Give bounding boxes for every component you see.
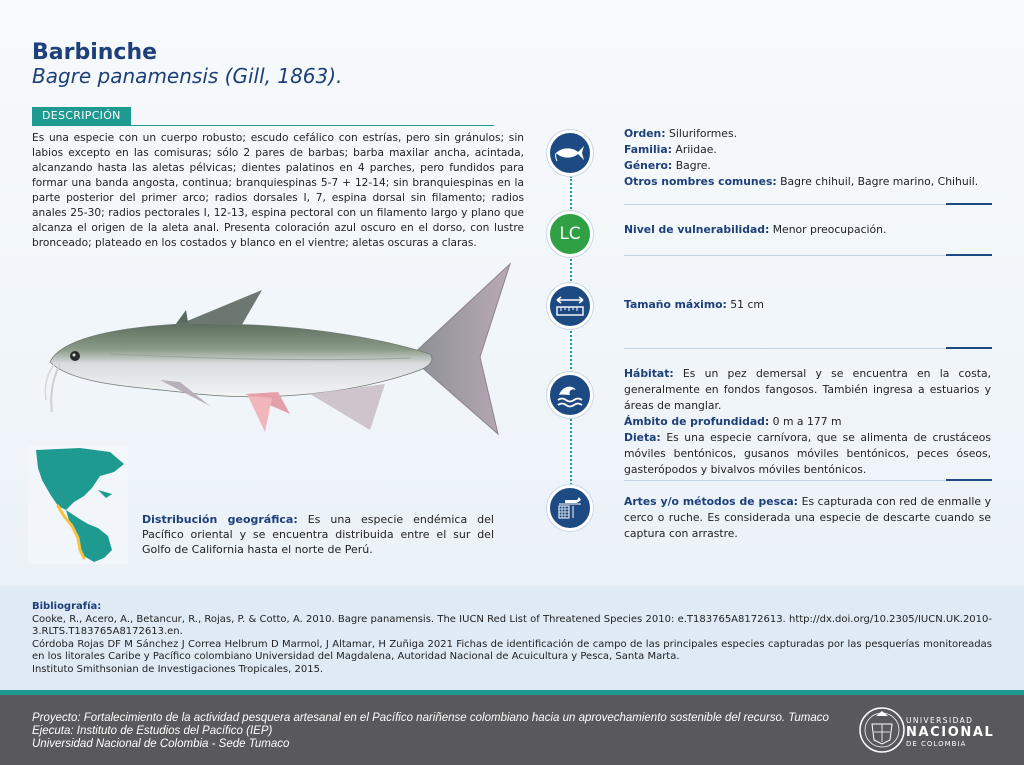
vulnerability-label: Nivel de vulnerabilidad:	[624, 223, 770, 236]
separator	[624, 480, 992, 481]
family-value: Ariidae.	[672, 143, 717, 156]
description-tag: DESCRIPCIÓN	[32, 107, 131, 125]
genus-value: Bagre.	[672, 159, 711, 172]
distribution-value: Es una especie endémica del Pacífico oriental y se encuentra distribuida entre el sur del Golfo de California hasta el norte de Perú.	[142, 513, 494, 556]
size-value: 51 cm	[726, 298, 764, 311]
separator	[624, 348, 992, 349]
distribution-text	[142, 512, 494, 557]
distribution-map	[28, 446, 128, 564]
taxonomy-block	[624, 126, 991, 190]
description-divider	[32, 125, 494, 126]
logo-line-3: DE COLOMBIA	[906, 740, 967, 748]
fishing-value: Es capturada con red de enmalle y cerco o ruche. Es considerada una especie de descarte cuando se captura con arrastre.	[624, 495, 991, 540]
other-names-label: Otros nombres comunes:	[624, 175, 777, 188]
fish-icon	[547, 130, 593, 176]
species-common-name: Barbinche	[32, 40, 158, 65]
species-scientific-name: Bagre panamensis (Gill, 1863).	[32, 64, 343, 88]
description-text: Es una especie con un cuerpo robusto; escudo cefálico con estrías, pero sin gránulos; sin labios excepto en las comisuras; sólo 2 pares de barbas; barba maxilar ancha, acintada, alcanzando hasta las aletas pélvicas; dientes palatinos en 4 parches, pero fundidos para formar una banda angosta, continua; branquiespinas 5-7 + 12-14; sin branquiespinas en la parte posterior del primer arco; radios dorsales I, 7, espina dorsal sin filamento; radios anales 25-30; radios pectorales I, 12-13, espina pectoral con un filamento largo y plano que alcanza el origen de la aleta anal. Presenta coloración azul oscuro en el dorso, con lustre bronceado; plateado en los costados y blanco en el vientre; aletas oscuras a claras.	[32, 132, 524, 249]
footer-executor: Ejecuta: Instituto de Estudios del Pacífico (IEP)	[32, 725, 273, 737]
order-value: Siluriformes.	[665, 127, 738, 140]
size-label: Tamaño máximo:	[624, 298, 727, 311]
habitat-value: Es un pez demersal y se encuentra en la costa, generalmente en fondos fangosos. También ingresa a estuarios y áreas de manglar.	[624, 367, 991, 412]
fish-illustration	[40, 262, 520, 462]
university-logo-text	[906, 716, 994, 748]
depth-value: 0 m a 177 m	[769, 415, 842, 428]
size-block	[624, 297, 991, 313]
bibliography-ref: Cooke, R., Acero, A., Betancur, R., Rojas, P. & Cotto, A. 2010. Bagre panamensis. The IUCN Red List of Threatened Species 2010: e.T183765A8172613. http://dx.doi.org/10.2305/IUCN.UK.2010-3.RLTS.T183765A8172613.en.	[32, 613, 992, 638]
fishing-block	[624, 494, 991, 542]
ruler-icon	[547, 283, 593, 329]
waves-icon	[547, 372, 593, 418]
bibliography-title: Bibliografía:	[32, 601, 102, 612]
bibliography-ref: Instituto Smithsonian de Investigaciones Tropicales, 2015.	[32, 663, 324, 675]
separator	[624, 204, 992, 205]
footer-project: Proyecto: Fortalecimiento de la actividad pesquera artesanal en el Pacífico nariñense colombiano hacia un aprovechamiento sostenible del recurso. Tumaco	[32, 712, 829, 724]
habitat-label: Hábitat:	[624, 367, 674, 380]
logo-line-1: UNIVERSIDAD	[906, 716, 974, 725]
footer-university: Universidad Nacional de Colombia - Sede Tumaco	[32, 738, 290, 750]
fishing-label: Artes y/o métodos de pesca:	[624, 495, 799, 508]
habitat-block	[624, 366, 991, 478]
separator	[624, 255, 992, 256]
vulnerability-value: Menor preocupación.	[769, 223, 887, 236]
order-label: Orden:	[624, 127, 666, 140]
diet-value: Es una especie carnívora, que se alimenta de crustáceos móviles bentónicos, gusanos móviles bentónicos, peces óseos, gasterópodos y bivalvos móviles bentónicos.	[624, 431, 991, 476]
distribution-label: Distribución geográfica:	[142, 513, 298, 526]
family-label: Familia:	[624, 143, 672, 156]
bibliography	[32, 601, 992, 677]
bibliography-ref: Córdoba Rojas DF M Sánchez J Correa Helbrum D Marmol, J Altamar, H Zuñiga 2021 Fichas de identificación de campo de las principales especies capturadas por las pesquerías monitoreadas en los litorales Caribe y Pacífico colombiano Universidad del Magdalena, Autoridad Nacional de Acuicultura y Pesca, Santa Marta.	[32, 638, 992, 663]
logo-line-2: NACIONAL	[906, 725, 995, 740]
vulnerability-badge: LC	[547, 211, 593, 257]
depth-label: Ámbito de profundidad:	[624, 415, 770, 428]
diet-label: Dieta:	[624, 431, 661, 444]
footer-text	[32, 712, 829, 751]
other-names-value: Bagre chihuil, Bagre marino, Chihuil.	[776, 175, 979, 188]
vulnerability-block	[624, 222, 991, 238]
genus-label: Género:	[624, 159, 673, 172]
fishing-net-icon	[547, 485, 593, 531]
